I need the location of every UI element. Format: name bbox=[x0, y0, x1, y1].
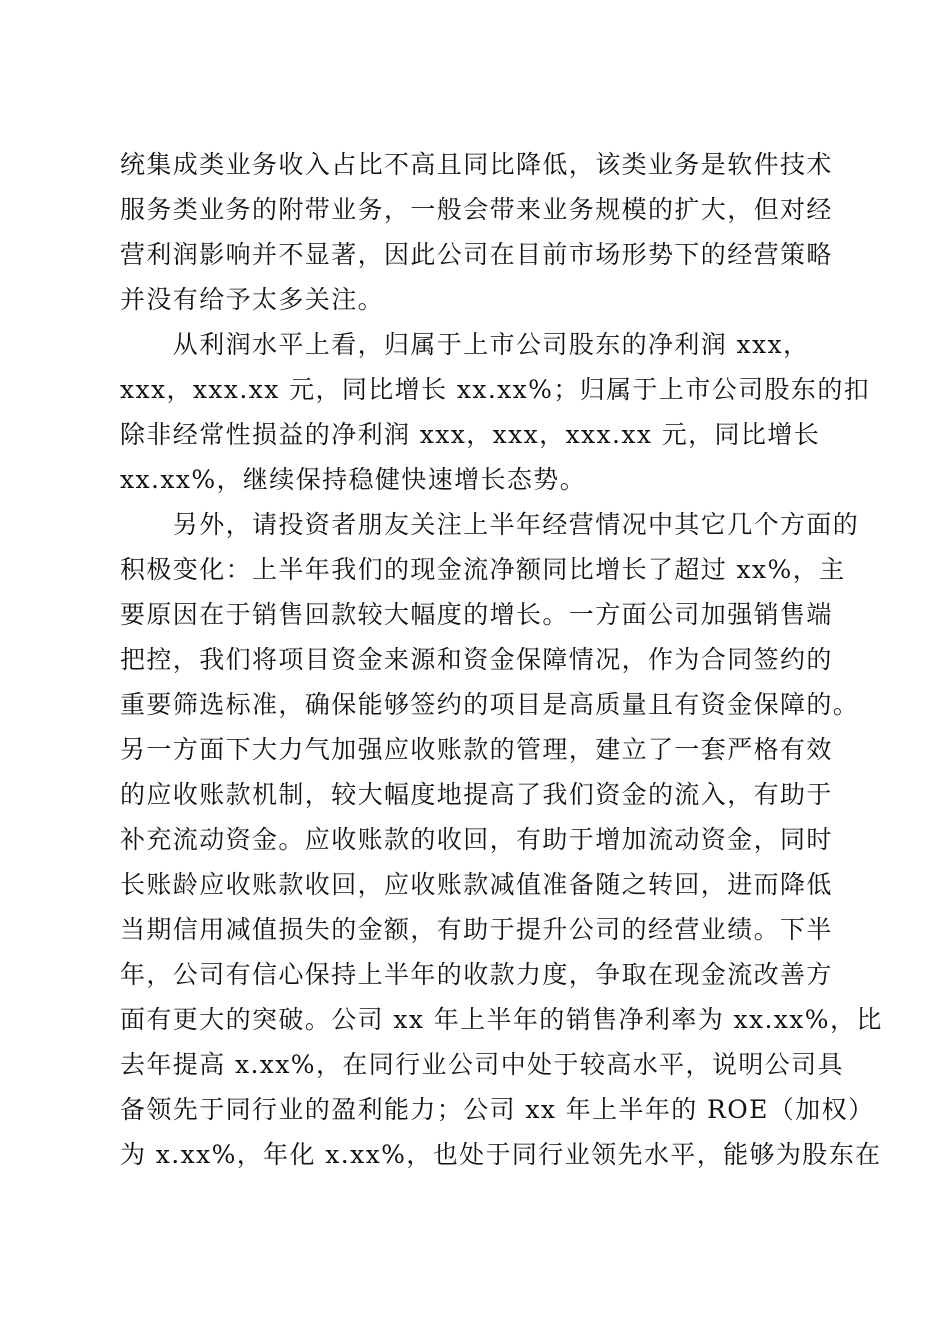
text-line: 备领先于同行业的盈利能力；公司 xx 年上半年的 ROE（加权） bbox=[120, 1095, 875, 1124]
text-line: 积极变化：上半年我们的现金流净额同比增长了超过 xx%，主 bbox=[120, 555, 846, 584]
text-line: 为 x.xx%，年化 x.xx%，也处于同行业领先水平，能够为股东在 bbox=[120, 1140, 882, 1169]
text-line: 营利润影响并不显著，因此公司在目前市场形势下的经营策略 bbox=[120, 240, 833, 269]
body-text bbox=[120, 142, 883, 1177]
text-line: 长账龄应收账款收回，应收账款减值准备随之转回，进而降低 bbox=[120, 870, 833, 899]
text-line: 面有更大的突破。公司 xx 年上半年的销售净利率为 xx.xx%，比 bbox=[120, 1005, 883, 1034]
text-line: 把控，我们将项目资金来源和资金保障情况，作为合同签约的 bbox=[120, 645, 833, 674]
text-line: 并没有给予太多关注。 bbox=[120, 285, 385, 314]
text-line: 去年提高 x.xx%，在同行业公司中处于较高水平，说明公司具 bbox=[120, 1050, 844, 1079]
text-line: 的应收账款机制，较大幅度地提高了我们资金的流入，有助于 bbox=[120, 780, 833, 809]
text-line: xx.xx%，继续保持稳健快速增长态势。 bbox=[120, 465, 587, 494]
text-line: 从利润水平上看，归属于上市公司股东的净利润 xxx， bbox=[120, 330, 810, 359]
text-line: 统集成类业务收入占比不高且同比降低，该类业务是软件技术 bbox=[120, 150, 833, 179]
text-line: 另一方面下大力气加强应收账款的管理，建立了一套严格有效 bbox=[120, 735, 833, 764]
text-line: 当期信用减值损失的金额，有助于提升公司的经营业绩。下半 bbox=[120, 915, 833, 944]
text-line: xxx，xxx.xx 元，同比增长 xx.xx%；归属于上市公司股东的扣 bbox=[120, 375, 871, 404]
text-line: 另外，请投资者朋友关注上半年经营情况中其它几个方面的 bbox=[120, 510, 860, 539]
text-line: 年，公司有信心保持上半年的收款力度，争取在现金流改善方 bbox=[120, 960, 833, 989]
text-line: 除非经常性损益的净利润 xxx，xxx，xxx.xx 元，同比增长 bbox=[120, 420, 821, 449]
text-line: 补充流动资金。应收账款的收回，有助于增加流动资金，同时 bbox=[120, 825, 833, 854]
text-line: 服务类业务的附带业务，一般会带来业务规模的扩大，但对经 bbox=[120, 195, 833, 224]
text-line: 要原因在于销售回款较大幅度的增长。一方面公司加强销售端 bbox=[120, 600, 833, 629]
text-line: 重要筛选标准，确保能够签约的项目是高质量且有资金保障的。 bbox=[120, 690, 860, 719]
